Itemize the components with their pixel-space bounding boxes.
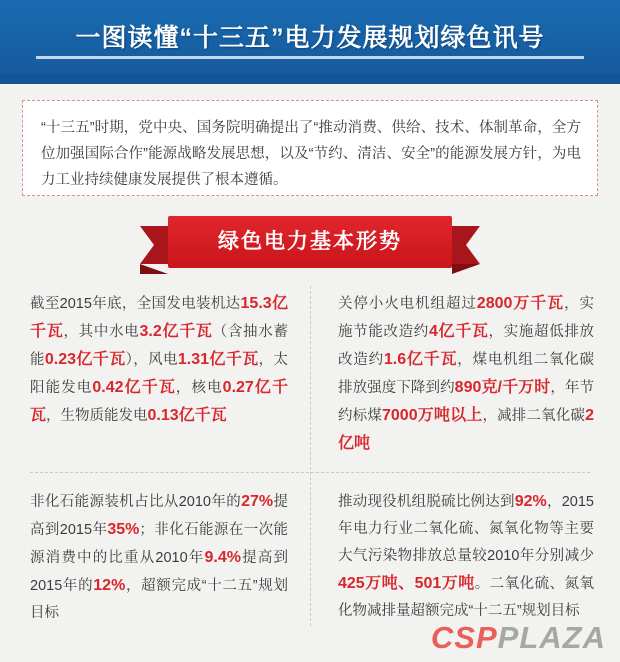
- section-ribbon: [0, 216, 620, 274]
- highlight-value: 0.23亿千瓦: [44, 351, 126, 368]
- body-text: ，年节约标煤: [338, 380, 594, 424]
- highlight-value: 425万吨、501万吨: [338, 575, 475, 592]
- stat-cell-bottom-left: [30, 488, 288, 627]
- highlight-value: 0.27亿千瓦: [30, 379, 288, 424]
- watermark-brand: CSP: [430, 620, 498, 655]
- body-text: ，实施超低排放改造约: [338, 324, 595, 368]
- ribbon-notch-left: [140, 264, 168, 274]
- vertical-divider: [310, 286, 312, 626]
- horizontal-divider: [30, 472, 590, 474]
- body-text: 截至2015年底，全国发电装机达: [30, 296, 241, 312]
- highlight-value: 15.3亿千瓦: [30, 295, 288, 340]
- stat-cell-top-right: [338, 290, 594, 458]
- section-title: 绿色电力基本形势: [218, 230, 402, 253]
- body-text: 提高到2015年: [30, 494, 288, 538]
- body-text: ，生物质能发电: [46, 408, 148, 424]
- body-text: ，煤电机组二氧化碳排放强度下降到约: [338, 352, 595, 396]
- body-text: ，超额完成“十二五”规划目标: [30, 578, 288, 621]
- intro-text: “十三五”时期，党中央、国务院明确提出了“推动消费、供给、技术、体制革命，全方位加强国际合作”能源战略发展思想，以及“节约、清洁、安全”的能源发展方针，为电力工业持续健康发展提供了根本遵循。: [41, 120, 581, 188]
- body-text: 非化石能源装机占比从2010年的: [30, 494, 242, 510]
- content-grid: [22, 282, 598, 630]
- header-underline: [36, 56, 584, 59]
- highlight-value: 3.2亿千瓦: [139, 323, 213, 340]
- body-text: ，减排二氧化碳: [482, 408, 586, 424]
- body-text: 提高到2015年的: [30, 550, 288, 594]
- highlight-value: 9.4%: [204, 549, 241, 566]
- highlight-value: 4亿千瓦: [428, 323, 489, 340]
- highlight-value: 0.13亿千瓦: [147, 407, 227, 424]
- body-text: ，2015年电力行业二氧化硫、氮氧化物等主要大气污染物排放总量较2010年分别减少: [338, 494, 594, 564]
- intro-box: [22, 100, 598, 196]
- highlight-value: 1.6亿千瓦: [383, 351, 458, 368]
- watermark-suffix: PLAZA: [497, 620, 606, 655]
- stat-cell-bottom-right: [338, 488, 594, 625]
- body-text: ，其中水电: [63, 324, 140, 340]
- body-text: ，核电: [175, 380, 223, 396]
- body-text: ），风电: [125, 352, 178, 368]
- body-text: 。二氧化硫、氮氧化物减排量超额完成“十二五”规划目标: [338, 576, 594, 619]
- highlight-value: 12%: [93, 577, 126, 594]
- body-text: 关停小火电机组超过: [338, 296, 477, 312]
- highlight-value: 27%: [241, 493, 274, 510]
- highlight-value: 890克/千万时: [454, 379, 551, 396]
- highlight-value: 35%: [107, 521, 140, 538]
- watermark: [431, 620, 606, 656]
- ribbon-notch-right: [452, 264, 480, 274]
- stat-cell-top-left: [30, 290, 288, 430]
- page-title: 一图读懂“十三五”电力发展规划绿色讯号: [75, 24, 545, 52]
- highlight-value: 1.31亿千瓦: [177, 351, 259, 368]
- body-text: ，太阳能发电: [30, 352, 288, 396]
- highlight-value: 7000万吨以上: [382, 407, 483, 424]
- highlight-value: 2亿吨: [338, 407, 595, 452]
- highlight-value: 0.42亿千瓦: [92, 379, 176, 396]
- body-text: （含抽水蓄能: [30, 324, 288, 368]
- highlight-value: 92%: [514, 493, 547, 510]
- body-text: 推动现役机组脱硫比例达到: [338, 494, 515, 510]
- body-text: ；非化石能源在一次能源消费中的比重从2010年: [30, 522, 288, 566]
- body-text: ，实施节能改造约: [338, 296, 594, 340]
- highlight-value: 2800万千瓦: [476, 295, 565, 312]
